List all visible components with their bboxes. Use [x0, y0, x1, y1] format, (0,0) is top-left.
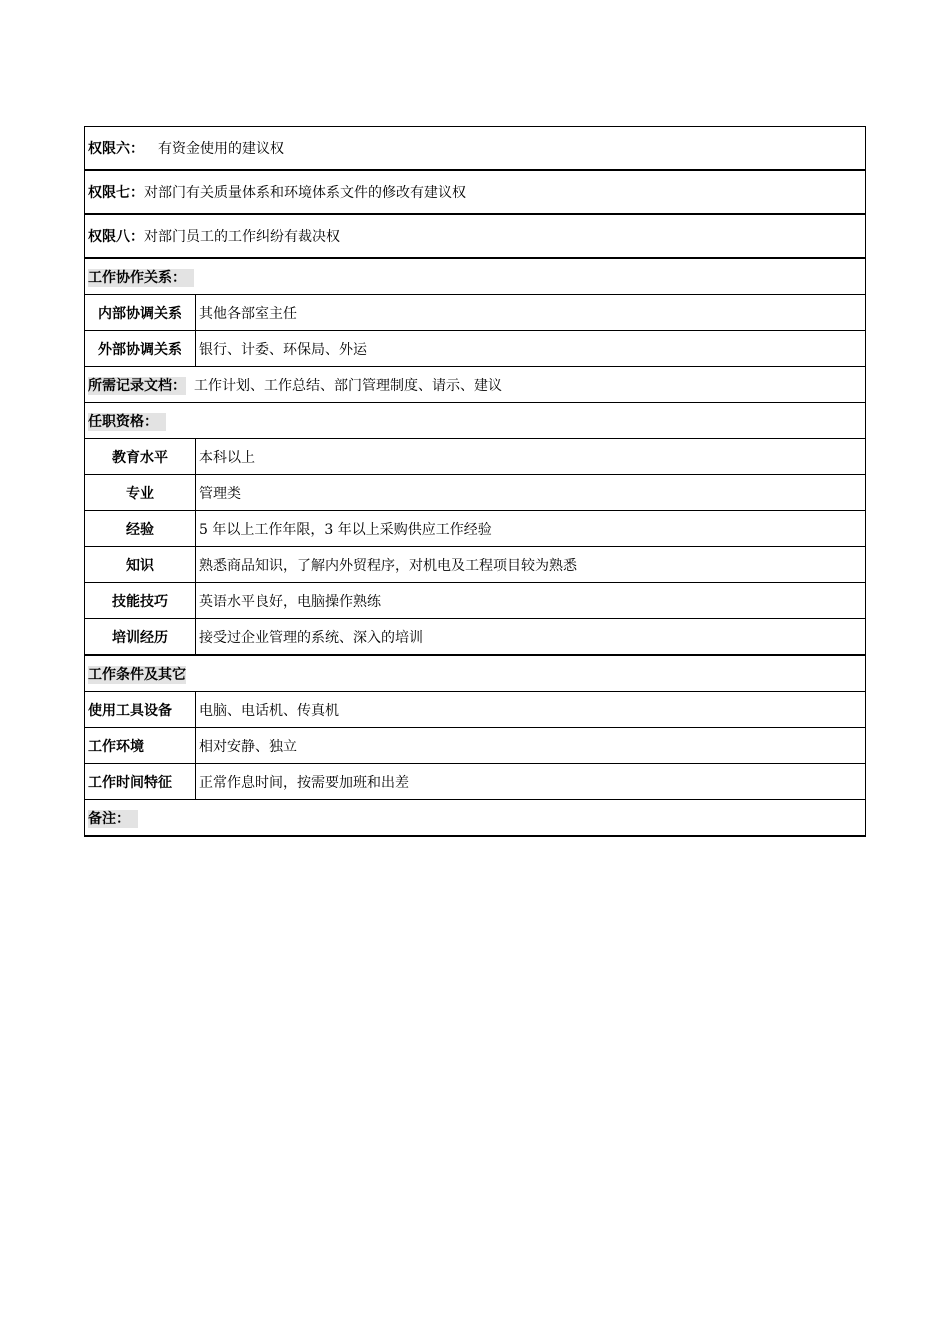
table-row: [85, 728, 866, 764]
table-row: [85, 475, 866, 511]
row-value: 相对安静、独立: [196, 728, 866, 764]
row-value: 5 年以上工作年限，3 年以上采购供应工作经验: [196, 511, 866, 547]
remarks-row: [85, 800, 866, 837]
table-row: [85, 511, 866, 547]
authority-text: 对部门有关质量体系和环境体系文件的修改有建议权: [144, 185, 466, 201]
remarks-title: 备注：: [88, 810, 138, 828]
authority-label: 权限八：: [88, 229, 144, 245]
authority-cell: [85, 214, 866, 258]
authority-label: 权限七：: [88, 185, 144, 201]
row-key: 工作环境: [85, 728, 196, 764]
row-value: 英语水平良好，电脑操作熟练: [196, 583, 866, 619]
row-key: 教育水平: [85, 439, 196, 475]
remarks-cell: [85, 800, 866, 837]
records-title: 所需记录文档：: [88, 377, 186, 394]
row-key: 专业: [85, 475, 196, 511]
authority-label: 权限六：: [88, 141, 144, 157]
authority-text: 对部门员工的工作纠纷有裁决权: [144, 229, 340, 245]
authority-text: 有资金使用的建议权: [158, 141, 284, 157]
table-row: [85, 764, 866, 800]
authority-row-6: [85, 127, 866, 171]
table-row: [85, 583, 866, 619]
qualifications-header-row: [85, 403, 866, 439]
row-key: 技能技巧: [85, 583, 196, 619]
row-value: 正常作息时间，按需要加班和出差: [196, 764, 866, 800]
row-key: 外部协调关系: [85, 331, 196, 367]
section-header-cell: [85, 258, 866, 295]
table-row: [85, 619, 866, 656]
section-header-cell: [85, 403, 866, 439]
row-key: 培训经历: [85, 619, 196, 656]
table-row: [85, 547, 866, 583]
table-row: [85, 692, 866, 728]
records-row: [85, 367, 866, 403]
row-key: 经验: [85, 511, 196, 547]
row-value: 银行、计委、环保局、外运: [196, 331, 866, 367]
job-description-table: [84, 126, 866, 837]
records-value: 工作计划、工作总结、部门管理制度、请示、建议: [194, 377, 502, 394]
section-header-cell: [85, 655, 866, 692]
row-value: 接受过企业管理的系统、深入的培训: [196, 619, 866, 656]
row-value: 管理类: [196, 475, 866, 511]
row-key: 使用工具设备: [85, 692, 196, 728]
row-value: 其他各部室主任: [196, 295, 866, 331]
table-row: [85, 295, 866, 331]
row-key: 知识: [85, 547, 196, 583]
row-value: 熟悉商品知识，了解内外贸程序，对机电及工程项目较为熟悉: [196, 547, 866, 583]
authority-cell: [85, 127, 866, 171]
row-value: 本科以上: [196, 439, 866, 475]
collaboration-header-row: [85, 258, 866, 295]
qualifications-title: 任职资格：: [88, 413, 166, 431]
authority-row-7: [85, 170, 866, 214]
records-cell: [85, 367, 866, 403]
row-value: 电脑、电话机、传真机: [196, 692, 866, 728]
table-row: [85, 331, 866, 367]
authority-row-8: [85, 214, 866, 258]
row-key: 工作时间特征: [85, 764, 196, 800]
row-key: 内部协调关系: [85, 295, 196, 331]
collaboration-title: 工作协作关系：: [88, 269, 194, 287]
table-row: [85, 439, 866, 475]
authority-cell: [85, 170, 866, 214]
conditions-header-row: [85, 655, 866, 692]
conditions-title: 工作条件及其它: [88, 666, 186, 683]
